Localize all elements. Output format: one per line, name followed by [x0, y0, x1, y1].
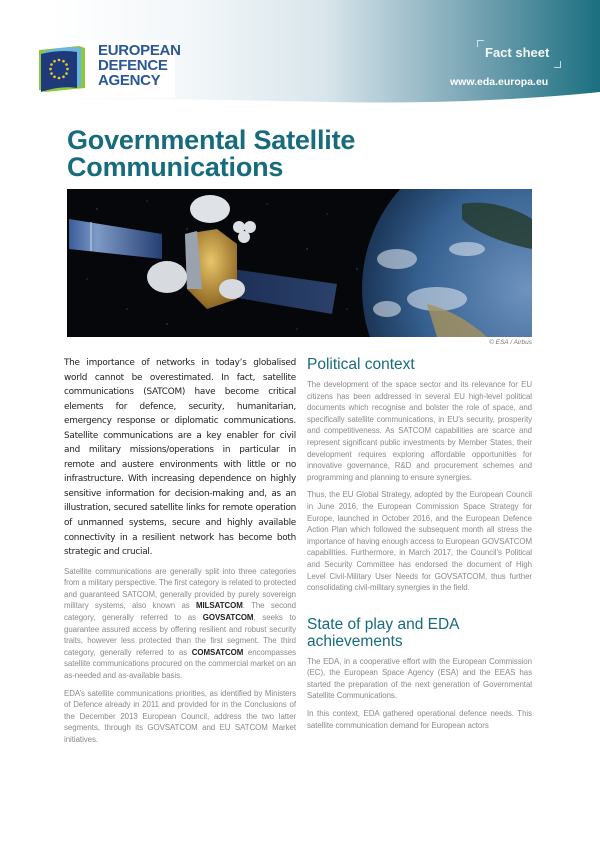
state-of-play-paragraph-2: In this context, EDA gathered operational defence needs. This satellite communication demand for European actors — [307, 709, 532, 730]
title-line: Governmental Satellite — [67, 125, 356, 155]
section-heading-state-of-play — [307, 616, 532, 650]
website-link[interactable]: www.eda.europa.eu — [450, 76, 549, 88]
section-heading-political-context — [307, 356, 532, 373]
title-line: Communications — [67, 152, 284, 182]
logo-line: DEFENCE — [98, 57, 168, 74]
heading-line: Political context — [307, 356, 415, 373]
heading-line: State of play and EDA — [307, 615, 460, 633]
bracket-corner-decoration — [477, 40, 484, 47]
eda-priorities-paragraph: EDA’s satellite communications priorities, as identified by Ministers of Defence already in 2011 and provided for in the Conclusions of the December 2013 European Council, address the two latter segments, through its GOVSATCOM and EU SATCOM Market initiatives. — [64, 688, 296, 744]
state-of-play-paragraph-1: The EDA, in a cooperative effort with the European Commission (EC), the European Space Agency (ESA) and the EEAS has started the preparation of the next generation of Governmental Satellite Communications. — [307, 656, 532, 701]
left-column — [64, 356, 296, 746]
political-context-paragraph-2: Thus, the EU Global Strategy, adopted by the European Council in June 2016, the European Commission Space Strategy for Europe, launched in October 2016, and the European Defence Action Plan which followed the subsequent month all stress the importance of having enough access to European GOVSATCOM capabilities. Furthermore, in March 2017, the Council’s Political and Security Committee has endorsed the document of High Level Civil-Military User Needs for GOVSATCOM, thus further consolidating civil-military synergies in the field. — [307, 490, 532, 593]
doc-type-label: Fact sheet — [485, 45, 550, 60]
heading-line: achievements — [307, 632, 403, 650]
lead-paragraph: The importance of networks in today’s globalised world cannot be overestimated. In fact, satellite communications (SATCOM) have become critical elements for defence, security, humanitarian, emergency response or diplomatic communications. Satellite communications are a key enabler for civil and military missions/operations in particular in remote and austere environments with little or no infrastructure. With increasing dependence on highly sensitive information for decision-making and, as an illustration, secured satellite links for remote operation of unmanned systems, secure and highly available connectivity in a resilient network has become both strategic and crucial. — [64, 358, 296, 558]
page-header — [0, 0, 600, 112]
logo-line: EUROPEAN — [98, 42, 181, 59]
satcom-categories-paragraph — [64, 566, 296, 682]
term-milsatcom: MILSATCOM — [196, 601, 243, 611]
political-context-paragraph-1: The development of the space sector and its relevance for EU citizens has been addressed in several EU high-level political documents which recognise and bolster the role of space, and specifically satellite communications, in EU’s security, prosperity and competitiveness. As SATCOM capabilities are scarce and represent significant public investments by Member States, their development requires exploring affordable opportunities for innovative governance, R&D and procurement schemes and programming and planning to ensure synergies. — [307, 380, 532, 482]
page-title — [67, 127, 355, 181]
image-credit: © ESA / Airbus — [489, 339, 532, 346]
term-govsatcom: GOVSATCOM — [202, 613, 254, 623]
text-run: , seeks to guarantee assured access by offering resilient and robust security traits, however less protected than the first segment. The third category, generally referred to as — [64, 613, 296, 657]
doc-type-badge — [477, 40, 561, 68]
logo-wordmark — [98, 43, 181, 88]
text-run: Satellite communications are generally split into three categories from a military perspective. The first category is related to protected and guaranteed SATCOM, generally provided by purely sovereign military systems, also known as — [64, 566, 296, 611]
hero-image — [67, 189, 532, 337]
bracket-corner-decoration — [554, 61, 561, 68]
satellite-earth-image-icon — [67, 189, 532, 337]
text-run: . The second category, generally referred to as — [64, 601, 296, 623]
logo-line: AGENCY — [98, 72, 161, 89]
text-run: encompasses satellite communications procured on the commercial market on an as-needed and as-available basis. — [64, 647, 296, 680]
eda-logo[interactable] — [35, 40, 181, 98]
term-comsatcom: COMSATCOM — [191, 647, 244, 657]
right-column — [307, 356, 532, 731]
eu-flag-icon — [35, 42, 90, 96]
